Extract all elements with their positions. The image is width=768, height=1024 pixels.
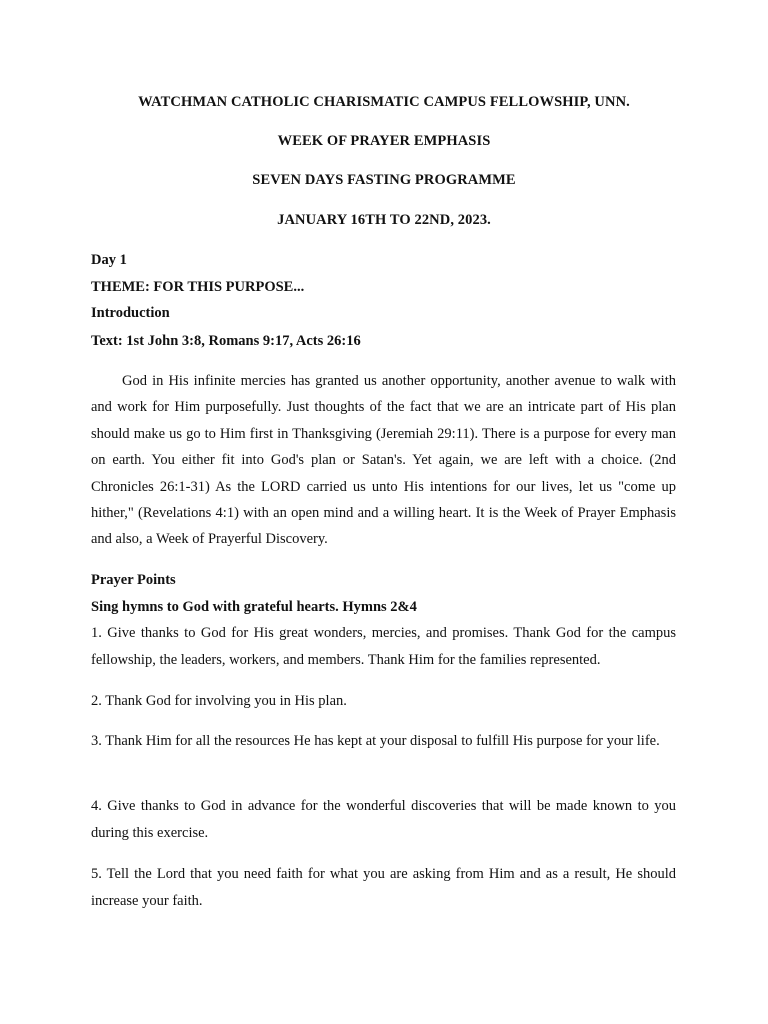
programme-title: SEVEN DAYS FASTING PROGRAMME (252, 172, 516, 188)
theme-line: THEME: FOR THIS PURPOSE... (91, 279, 305, 295)
hymns-line: Sing hymns to God with grateful hearts. Hymns 2&4 (91, 599, 417, 615)
prayer-points-heading: Prayer Points (91, 572, 176, 588)
event-title: WEEK OF PRAYER EMPHASIS (277, 133, 491, 149)
intro-heading: Introduction (91, 305, 170, 321)
fellowship-title: WATCHMAN CATHOLIC CHARISMATIC CAMPUS FELLOWSHIP, UNN. (138, 94, 630, 110)
prayer-point: 1. Give thanks to God for His great wonders, mercies, and promises. Thank God for the campus fellowship, the leaders, workers, and members. Thank Him for the families represented. (91, 625, 676, 668)
date-range: JANUARY 16TH TO 22ND, 2023. (277, 212, 491, 228)
prayer-point: 5. Tell the Lord that you need faith for what you are asking from Him and as a result, He should increase your faith. (91, 866, 676, 909)
prayer-point: 4. Give thanks to God in advance for the wonderful discoveries that will be made known to you during this exercise. (91, 798, 676, 841)
text-reference: Text: 1st John 3:8, Romans 9:17, Acts 26:16 (91, 333, 361, 349)
prayer-point: 3. Thank Him for all the resources He has kept at your disposal to fulfill His purpose for your life. (91, 733, 660, 749)
day-label: Day 1 (91, 252, 127, 268)
prayer-point: 2. Thank God for involving you in His plan. (91, 693, 347, 709)
intro-paragraph: God in His infinite mercies has granted us another opportunity, another avenue to walk with and work for Him purposefully. Just thoughts of the fact that we are an intricate part of His plan should make us go to Him first in Thanksgiving (Jeremiah 29:11). There is a purpose for every man on earth. You either fit into God's plan or Satan's. Yet again, we are left with a choice. (2nd Chronicles 26:1-31) As the LORD carried us unto His intentions for our lives, let us "come up hither," (Revelations 4:1) with an open mind and a willing heart. It is the Week of Prayer Emphasis and also, a Week of Prayerful Discovery. (91, 373, 676, 548)
